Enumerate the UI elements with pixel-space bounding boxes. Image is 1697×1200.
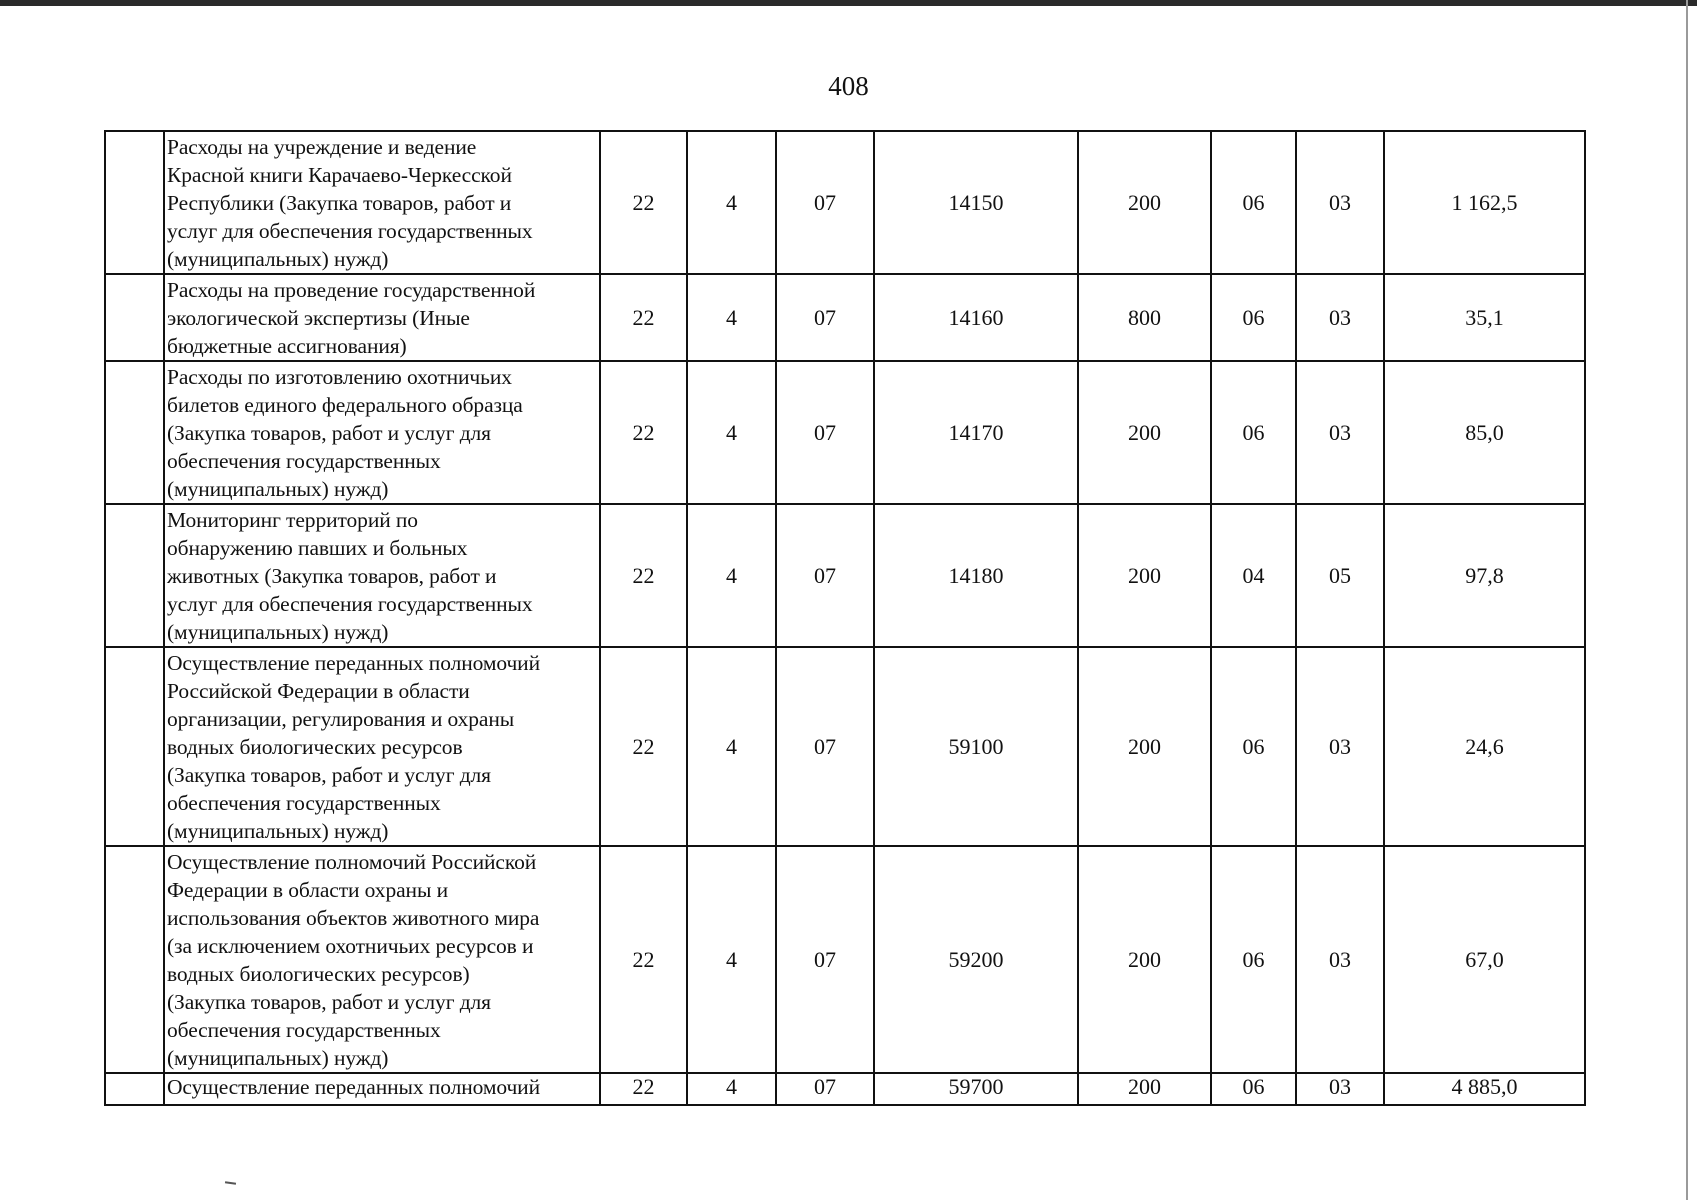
description-line: (муниципальных) нужд)	[167, 619, 389, 644]
cell-section: 04	[1211, 504, 1296, 647]
cell-section: 06	[1211, 1073, 1296, 1105]
cell-subsection: 03	[1296, 361, 1384, 504]
cell-subsection: 03	[1296, 1073, 1384, 1105]
cell-code-2: 4	[687, 361, 776, 504]
cell-amount: 97,8	[1384, 504, 1585, 647]
description-line: (муниципальных) нужд)	[167, 818, 389, 843]
cell-section: 06	[1211, 846, 1296, 1073]
cell-code-1: 22	[600, 647, 687, 846]
cell-section: 06	[1211, 647, 1296, 846]
cell-amount: 24,6	[1384, 647, 1585, 846]
description-line: Расходы на проведение государственной	[167, 277, 536, 302]
cell-description	[164, 504, 600, 647]
cell-subsection: 03	[1296, 131, 1384, 274]
table-row	[105, 504, 1585, 647]
cell-index	[105, 647, 164, 846]
cell-target-code: 59100	[874, 647, 1078, 846]
cell-code-1: 22	[600, 274, 687, 361]
cell-subsection: 03	[1296, 274, 1384, 361]
cell-section: 06	[1211, 361, 1296, 504]
cell-code-3: 07	[776, 131, 874, 274]
cell-index	[105, 274, 164, 361]
description-line: Федерации в области охраны и	[167, 877, 448, 902]
cell-expense-type: 800	[1078, 274, 1211, 361]
description-line: Республики (Закупка товаров, работ и	[167, 190, 512, 215]
cell-amount: 85,0	[1384, 361, 1585, 504]
cell-code-3: 07	[776, 1073, 874, 1105]
description-line: (муниципальных) нужд)	[167, 476, 389, 501]
cell-target-code: 59200	[874, 846, 1078, 1073]
description-line: обеспечения государственных	[167, 448, 441, 473]
description-line: (муниципальных) нужд)	[167, 246, 389, 271]
cell-section: 06	[1211, 274, 1296, 361]
description-line: (муниципальных) нужд)	[167, 1045, 389, 1070]
cell-code-1: 22	[600, 846, 687, 1073]
description-line: Расходы по изготовлению охотничьих	[167, 364, 512, 389]
table-row	[105, 647, 1585, 846]
description-line: Осуществление полномочий Российской	[167, 849, 537, 874]
budget-table	[104, 130, 1586, 1106]
cell-amount: 35,1	[1384, 274, 1585, 361]
cell-subsection: 05	[1296, 504, 1384, 647]
cell-expense-type: 200	[1078, 504, 1211, 647]
cell-amount: 1 162,5	[1384, 131, 1585, 274]
cell-description	[164, 846, 600, 1073]
description-line: Красной книги Карачаево-Черкесской	[167, 162, 512, 187]
description-line: организации, регулирования и охраны	[167, 706, 515, 731]
cell-code-3: 07	[776, 647, 874, 846]
description-line: Расходы на учреждение и ведение	[167, 134, 477, 159]
cell-expense-type: 200	[1078, 846, 1211, 1073]
description-line: билетов единого федерального образца	[167, 392, 523, 417]
scan-speck	[225, 1181, 236, 1185]
cell-code-3: 07	[776, 504, 874, 647]
table-row	[105, 1073, 1585, 1105]
cell-subsection: 03	[1296, 647, 1384, 846]
cell-expense-type: 200	[1078, 1073, 1211, 1105]
description-line: обнаружению павших и больных	[167, 535, 468, 560]
cell-code-2: 4	[687, 504, 776, 647]
description-line: обеспечения государственных	[167, 1017, 441, 1042]
cell-code-2: 4	[687, 846, 776, 1073]
cell-code-2: 4	[687, 1073, 776, 1105]
cell-description	[164, 647, 600, 846]
description-line: (Закупка товаров, работ и услуг для	[167, 762, 491, 787]
cell-code-3: 07	[776, 846, 874, 1073]
cell-code-1: 22	[600, 131, 687, 274]
description-line: Российской Федерации в области	[167, 678, 470, 703]
description-line: услуг для обеспечения государственных	[167, 218, 533, 243]
cell-code-2: 4	[687, 274, 776, 361]
cell-amount: 4 885,0	[1384, 1073, 1585, 1105]
cell-code-1: 22	[600, 1073, 687, 1105]
description-line: Осуществление переданных полномочий	[167, 1075, 540, 1099]
table-row	[105, 274, 1585, 361]
description-line: животных (Закупка товаров, работ и	[167, 563, 497, 588]
description-line: (Закупка товаров, работ и услуг для	[167, 989, 491, 1014]
cell-target-code: 14160	[874, 274, 1078, 361]
description-line: экологической экспертизы (Иные	[167, 305, 470, 330]
scan-top-edge	[0, 0, 1697, 6]
cell-target-code: 14150	[874, 131, 1078, 274]
page-number: 408	[828, 71, 869, 101]
cell-expense-type: 200	[1078, 647, 1211, 846]
description-line: использования объектов животного мира	[167, 905, 540, 930]
table-row	[105, 361, 1585, 504]
cell-expense-type: 200	[1078, 131, 1211, 274]
cell-target-code: 59700	[874, 1073, 1078, 1105]
cell-code-1: 22	[600, 504, 687, 647]
cell-code-3: 07	[776, 274, 874, 361]
cell-index	[105, 361, 164, 504]
cell-description	[164, 361, 600, 504]
cell-index	[105, 131, 164, 274]
description-line: водных биологических ресурсов	[167, 734, 463, 759]
cell-code-3: 07	[776, 361, 874, 504]
table-body	[105, 131, 1585, 1105]
cell-description	[164, 274, 600, 361]
cell-code-2: 4	[687, 647, 776, 846]
cell-index	[105, 846, 164, 1073]
cell-code-2: 4	[687, 131, 776, 274]
cell-index	[105, 504, 164, 647]
description-line: (за исключением охотничьих ресурсов и	[167, 933, 534, 958]
description-line: водных биологических ресурсов)	[167, 961, 470, 986]
cell-index	[105, 1073, 164, 1105]
cell-subsection: 03	[1296, 846, 1384, 1073]
scan-right-edge	[1686, 0, 1688, 1200]
description-line: Мониторинг территорий по	[167, 507, 418, 532]
description-line: (Закупка товаров, работ и услуг для	[167, 420, 491, 445]
table-row	[105, 846, 1585, 1073]
cell-expense-type: 200	[1078, 361, 1211, 504]
cell-description	[164, 1073, 600, 1105]
description-line: бюджетные ассигнования)	[167, 333, 407, 358]
cell-amount: 67,0	[1384, 846, 1585, 1073]
description-line: Осуществление переданных полномочий	[167, 650, 540, 675]
description-line: обеспечения государственных	[167, 790, 441, 815]
cell-target-code: 14180	[874, 504, 1078, 647]
cell-code-1: 22	[600, 361, 687, 504]
cell-target-code: 14170	[874, 361, 1078, 504]
cell-description	[164, 131, 600, 274]
table-row	[105, 131, 1585, 274]
description-line: услуг для обеспечения государственных	[167, 591, 533, 616]
cell-section: 06	[1211, 131, 1296, 274]
